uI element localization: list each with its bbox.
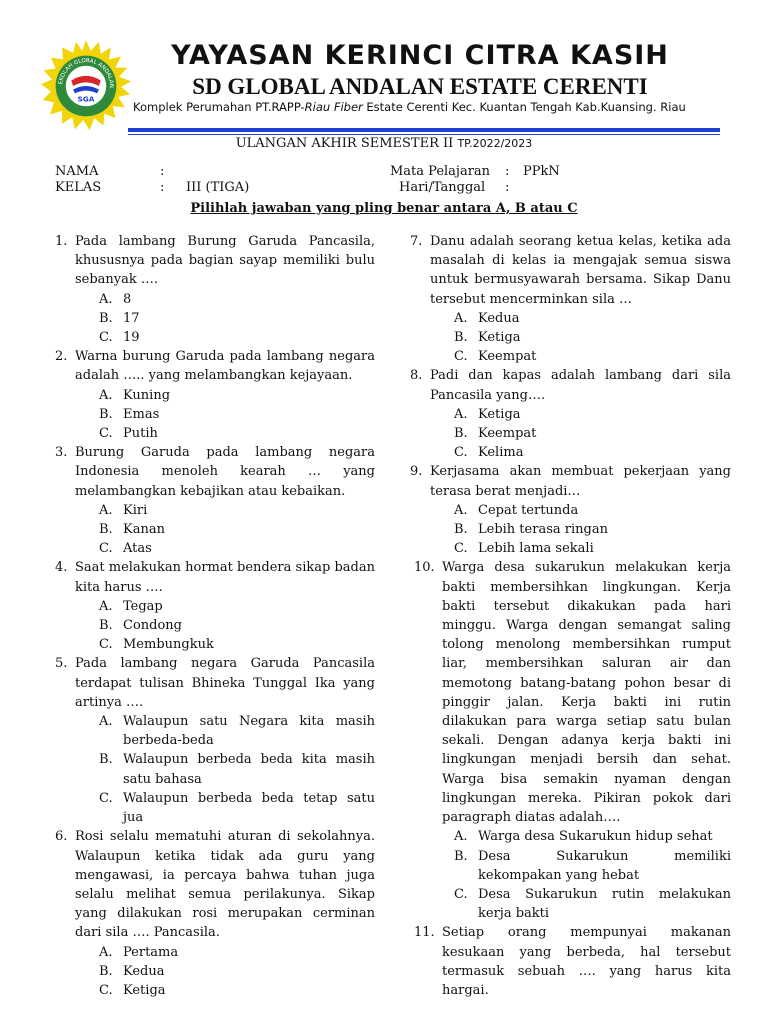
question-text: Pada lambang Burung Garuda Pancasila, khususnya pada bagian sayap memiliki bulu sebanyak …. xyxy=(75,234,375,288)
option-letter: C. xyxy=(99,637,113,653)
option-letter: A. xyxy=(454,502,468,518)
question-text: Saat melakukan hormat bendera sikap badan kita harus …. xyxy=(75,560,375,595)
kelas-sep: : xyxy=(160,180,165,195)
option-letter: A. xyxy=(99,502,113,518)
option-text: 17 xyxy=(123,310,140,326)
nama-label: NAMA xyxy=(55,164,99,179)
mapel-label: Mata Pelajaran xyxy=(390,164,491,179)
option-text: Kuning xyxy=(123,387,171,403)
option-text: Desa Sukarukun rutin melakukan kerja bakti xyxy=(478,886,731,922)
option-letter: A. xyxy=(454,829,468,845)
answer-option[interactable] xyxy=(454,443,731,462)
question-item xyxy=(410,462,731,500)
option-letter: A. xyxy=(99,944,113,960)
question-item xyxy=(55,347,375,385)
option-text: Ketiga xyxy=(478,406,521,422)
option-letter: C. xyxy=(454,541,468,557)
option-text: Ketiga xyxy=(478,330,521,346)
foundation-name: YAYASAN KERINCI CITRA KASIH xyxy=(171,40,669,71)
option-text: Desa Sukarukun memiliki kekompakan yang hebat xyxy=(478,848,731,883)
question-number: 9. xyxy=(410,464,423,480)
option-letter: B. xyxy=(99,406,113,422)
answer-option[interactable] xyxy=(99,424,375,443)
option-letter: C. xyxy=(99,790,113,806)
option-text: Keempat xyxy=(478,426,537,442)
answer-option[interactable] xyxy=(99,539,375,558)
question-item xyxy=(410,366,731,404)
answer-option[interactable] xyxy=(99,943,375,962)
option-letter: C. xyxy=(454,886,468,902)
school-address: Komplek Perumahan PT.RAPP-Riau Fiber Estate Cerenti Kec. Kuantan Tengah Kab.Kuansing. Riau xyxy=(133,100,686,114)
answer-option[interactable] xyxy=(99,309,375,328)
option-text: Atas xyxy=(123,541,152,557)
answer-option[interactable] xyxy=(454,405,731,424)
option-letter: C. xyxy=(99,426,113,442)
option-text: 19 xyxy=(123,330,140,346)
answer-option[interactable] xyxy=(99,386,375,405)
option-letter: B. xyxy=(99,522,113,538)
option-text: Kiri xyxy=(123,502,148,518)
question-item xyxy=(55,827,375,942)
question-text: Burung Garuda pada lambang negara Indonesia menoleh kearah … yang melambangkan kebajikan atau kebaikan. xyxy=(75,445,375,499)
option-text: Tegap xyxy=(123,598,163,614)
option-letter: B. xyxy=(454,330,468,346)
option-letter: B. xyxy=(99,618,113,634)
question-number: 6. xyxy=(55,829,68,845)
questions-right-column xyxy=(410,232,731,1000)
instruction: Pilihlah jawaban yang pling benar antara A, B atau C xyxy=(190,201,578,216)
school-logo xyxy=(40,40,132,132)
question-item xyxy=(55,558,375,596)
option-letter: C. xyxy=(99,541,113,557)
school-name: SD GLOBAL ANDALAN ESTATE CERENTI xyxy=(192,74,648,99)
question-number: 5. xyxy=(55,656,68,672)
answer-option[interactable] xyxy=(99,501,375,520)
answer-option[interactable] xyxy=(454,885,731,923)
option-text: Keempat xyxy=(478,349,537,365)
answer-option[interactable] xyxy=(454,309,731,328)
question-text: Padi dan kapas adalah lambang dari sila Pancasila yang…. xyxy=(430,368,731,403)
option-letter: C. xyxy=(99,330,113,346)
option-letter: A. xyxy=(99,387,113,403)
logo-ring-text: EKOLAH GLOBAL ANDALAN xyxy=(58,57,114,88)
mapel-sep: : xyxy=(505,164,510,179)
answer-option[interactable] xyxy=(454,501,731,520)
question-number: 2. xyxy=(55,349,68,365)
kelas-label: KELAS xyxy=(55,180,102,195)
hari-sep: : xyxy=(505,180,510,195)
answer-option[interactable] xyxy=(99,616,375,635)
answer-option[interactable] xyxy=(454,520,731,539)
question-text: Kerjasama akan membuat pekerjaan yang terasa berat menjadi… xyxy=(430,464,731,499)
answer-option[interactable] xyxy=(99,789,375,827)
question-number: 1. xyxy=(55,234,68,249)
option-text: Kelima xyxy=(478,445,524,461)
exam-title: ULANGAN AKHIR SEMESTER II TP.2022/2023 xyxy=(235,136,533,151)
answer-option[interactable] xyxy=(454,347,731,366)
question-text: Rosi selalu mematuhi aturan di sekolahnya. Walaupun ketika tidak ada guru yang mengawasi, ia percaya bahwa tuhan juga selalu melihat semua perilakunya. Sikap yang dilakukan rosi merupakan cerminan dari sila …. Pancasila. xyxy=(75,829,375,941)
question-item xyxy=(55,654,375,712)
question-text: Warga desa sukarukun melakukan kerja bakti membersihkan lingkungan. Kerja bakti tersebut dikakukan pada hari minggu. Warga dengan semangat saling tolong menolong membersihkan rumput liar, membersihkan saluran air dan memotong batang-batang pohon besar di pinggir jalan. Kerja bakti ini rutin dilakukan para warga setiap satu bulan sekali. Dengan adanya kerja bakti ini lingkungan menjadi bersih dan sehat. Warga bisa semakin nyaman dengan lingkungan mereka. Pikiran pokok dari paragraph diatas adalah…. xyxy=(442,560,731,826)
kelas-value: III (TIGA) xyxy=(186,180,250,195)
question-text: Pada lambang negara Garuda Pancasila terdapat tulisan Bhineka Tunggal Ika yang artinya …. xyxy=(75,656,375,710)
answer-option[interactable] xyxy=(99,328,375,347)
question-text: Setiap orang mempunyai makanan kesukaan yang berbeda, hal tersebut termasuk sebuah …. yang harus kita hargai. xyxy=(442,925,731,998)
question-number: 11. xyxy=(414,925,435,941)
header-divider-thick xyxy=(128,128,720,132)
option-letter: B. xyxy=(454,426,468,442)
option-text: Lebih lama sekali xyxy=(478,541,594,557)
question-item xyxy=(410,923,731,1000)
option-letter: A. xyxy=(99,714,113,730)
option-letter: B. xyxy=(99,963,113,979)
option-text: Walaupun berbeda beda kita masih satu bahasa xyxy=(123,752,375,787)
logo-initials: SGA xyxy=(77,94,95,104)
option-text: Walaupun satu Negara kita masih berbeda-beda xyxy=(123,714,375,749)
answer-option[interactable] xyxy=(454,539,731,558)
option-letter: B. xyxy=(99,752,113,768)
option-text: Cepat tertunda xyxy=(478,502,579,518)
hari-label: Hari/Tanggal xyxy=(399,180,486,195)
option-text: Membungkuk xyxy=(123,637,214,653)
answer-option[interactable] xyxy=(99,712,375,750)
answer-option[interactable] xyxy=(454,424,731,443)
option-letter: C. xyxy=(454,445,468,461)
option-letter: A. xyxy=(99,598,113,614)
option-letter: A. xyxy=(454,310,468,326)
option-text: Warga desa Sukarukun hidup sehat xyxy=(478,829,713,845)
option-letter: B. xyxy=(454,848,468,864)
question-item xyxy=(55,232,375,290)
option-text: Lebih terasa ringan xyxy=(478,522,608,538)
answer-option[interactable] xyxy=(99,981,375,1000)
mapel-value: PPkN xyxy=(523,164,560,179)
option-letter: A. xyxy=(454,406,468,422)
answer-option[interactable] xyxy=(99,290,375,309)
nama-sep: : xyxy=(160,164,165,179)
question-item xyxy=(410,558,731,827)
question-number: 8. xyxy=(410,368,423,384)
answer-option[interactable] xyxy=(99,962,375,981)
question-number: 7. xyxy=(410,234,423,249)
question-number: 10. xyxy=(414,560,435,576)
answer-option[interactable] xyxy=(99,635,375,654)
question-number: 3. xyxy=(55,445,68,461)
option-text: Putih xyxy=(123,426,158,442)
option-text: Kedua xyxy=(123,963,165,979)
question-number: 4. xyxy=(55,560,68,576)
option-letter: C. xyxy=(99,982,113,998)
option-letter: B. xyxy=(454,522,468,538)
answer-option[interactable] xyxy=(99,597,375,616)
option-text: Walaupun berbeda beda tetap satu jua xyxy=(123,790,375,826)
answer-option[interactable] xyxy=(99,520,375,539)
option-letter: C. xyxy=(454,349,468,365)
option-text: Kedua xyxy=(478,310,520,326)
option-text: Pertama xyxy=(123,944,179,960)
answer-option[interactable] xyxy=(454,847,731,885)
option-text: 8 xyxy=(123,291,132,307)
question-text: Danu adalah seorang ketua kelas, ketika ada masalah di kelas ia mengajak semua siswa untuk bermusyawarah bersama. Sikap Danu tersebut mencerminkan sila … xyxy=(430,234,731,307)
answer-option[interactable] xyxy=(454,328,731,347)
questions-left-column xyxy=(55,232,375,1000)
option-text: Emas xyxy=(123,406,160,422)
question-text: Warna burung Garuda pada lambang negara adalah ….. yang melambangkan kejayaan. xyxy=(75,349,375,384)
option-letter: B. xyxy=(99,310,113,326)
option-text: Condong xyxy=(123,618,182,634)
answer-option[interactable] xyxy=(454,827,731,846)
option-letter: A. xyxy=(99,291,113,307)
question-item xyxy=(410,232,731,309)
question-item xyxy=(55,443,375,501)
option-text: Ketiga xyxy=(123,982,166,998)
header-divider-thin xyxy=(128,134,720,135)
answer-option[interactable] xyxy=(99,405,375,424)
option-text: Kanan xyxy=(123,522,165,538)
answer-option[interactable] xyxy=(99,750,375,788)
